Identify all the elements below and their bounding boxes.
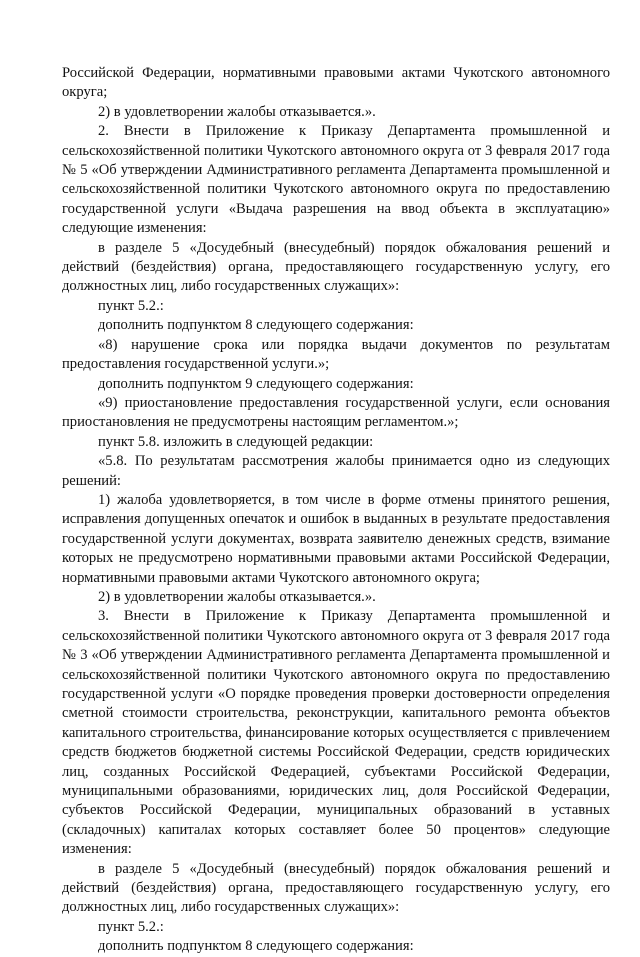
paragraph-add-subclause-9: дополнить подпунктом 9 следующего содержания:	[98, 375, 414, 392]
paragraph-section-5-b: в разделе 5 «Досудебный (внесудебный) порядок обжалования решений и действий (бездействия) органа, предоставляющего государственную услугу, его должностных лиц, либо государственных служащих»:	[62, 860, 610, 916]
paragraph-item-3: 3. Внести в Приложение к Приказу Департамента промышленной и сельскохозяйственной политики Чукотского автономного округа от 3 февраля 2017 года № 3 «Об утверждении Административного регламента Департамента промышленной и сельскохозяйственной политики Чукотского автономного округа по предоставлению государственной услуги «О порядке проведения проверки достоверности определения сметной стоимости строительства, реконструкции, капитального ремонта объектов капитального строительства, финансирование которых осуществляется с привлечением средств бюджетов бюджетной системы Российской Федерации, средств юридических лиц, созданных Российской Федерацией, субъектами Российской Федерации, муниципальными образованиями, юридических лиц, доля Российской Федерации, субъектов Российской Федерации, муниципальных образований в уставных (складочных) капиталах которых составляет более 50 процентов» следующие изменения:	[62, 608, 610, 858]
paragraph-add-subclause-8-a: дополнить подпунктом 8 следующего содержания:	[98, 317, 414, 334]
paragraph-section-5-a: в разделе 5 «Досудебный (внесудебный) порядок обжалования решений и действий (бездействия) органа, предоставляющего государственную услугу, его должностных лиц, либо государственных служащих»:	[62, 239, 610, 295]
paragraph-clause-5-8-text: «5.8. По результатам рассмотрения жалобы принимается одно из следующих решений:	[62, 453, 610, 489]
paragraph-complaint-satisfied: 1) жалоба удовлетворяется, в том числе в форме отмены принятого решения, исправления допущенных опечаток и ошибок в выданных в результате предоставления государственной услуги документах, возврата заявителю денежных средств, взимание которых не предусмотрено нормативными правовыми актами Российской Федерации, нормативными правовыми актами Чукотского автономного округа;	[62, 491, 610, 586]
paragraph-clause-5-2-a: пункт 5.2.:	[98, 297, 164, 314]
paragraph-subclause-8-text: «8) нарушение срока или порядка выдачи документов по результатам предоставления государственной услуги.»;	[62, 336, 610, 373]
paragraph-item-2: 2. Внести в Приложение к Приказу Департамента промышленной и сельскохозяйственной политики Чукотского автономного округа от 3 февраля 2017 года № 5 «Об утверждении Административного регламента Департамента промышленной и сельскохозяйственной политики Чукотского автономного округа по предоставлению государственной услуги «Выдача разрешения на ввод объекта в эксплуатацию» следующие изменения:	[62, 123, 610, 237]
paragraph-clause-5-2-b: пункт 5.2.:	[98, 918, 164, 935]
paragraph-refusal-1: 2) в удовлетворении жалобы отказывается.».	[98, 103, 376, 120]
paragraph-refusal-2: 2) в удовлетворении жалобы отказывается.».	[98, 588, 376, 605]
paragraph-subclause-9-text: «9) приостановление предоставления государственной услуги, если основания приостановления не предусмотрены настоящим регламентом.»;	[62, 394, 610, 431]
paragraph-continuation: Российской Федерации, нормативными правовыми актами Чукотского автономного округа;	[62, 65, 610, 101]
document-page	[62, 64, 610, 957]
paragraph-clause-5-8: пункт 5.8. изложить в следующей редакции:	[98, 433, 374, 450]
paragraph-add-subclause-8-b: дополнить подпунктом 8 следующего содержания:	[98, 938, 414, 955]
